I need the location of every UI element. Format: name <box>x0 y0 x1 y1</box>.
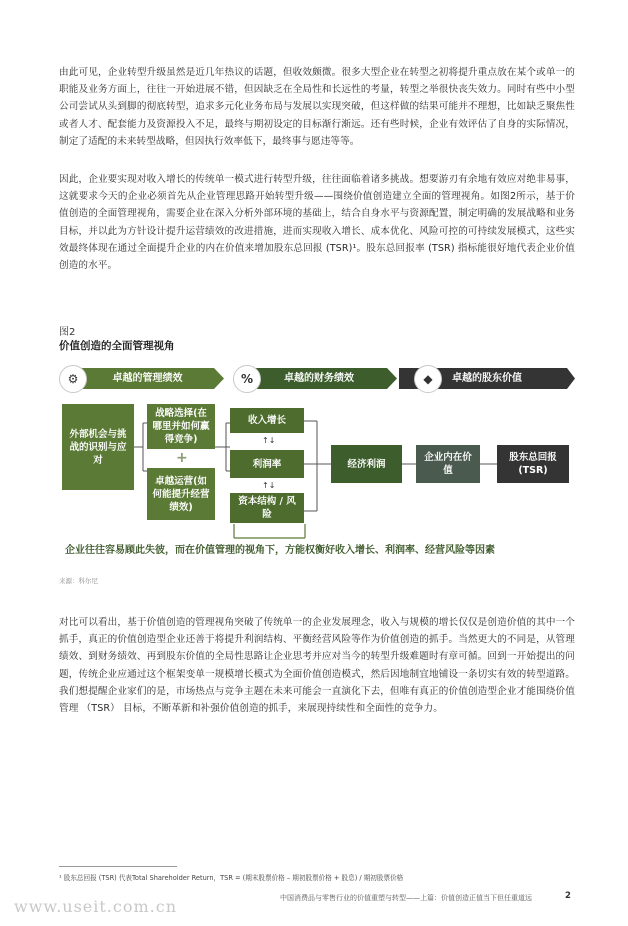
box-profit-margin: 利润率 <box>230 450 304 478</box>
header-management-label: 卓越的管理绩效 <box>112 373 183 384</box>
percent-icon: % <box>233 365 261 393</box>
box-strategy-choice: 战略选择(在哪里并如何赢得竞争) <box>147 404 215 449</box>
body-paragraph-2: 因此，企业要实现对收入增长的传统单一模式进行转型升级，往往面临着诸多挑战。想要游刃有余地有效应对绝非易事，这就要求今天的企业必须首先从企业管理思路开始转型升级——围绕价值创造建立全面的管理视角。如图2所示，基于价值创造的全面管理视角，需要企业在深入分析外部环境的基础上，结合自身水平与资源配置，制定明确的发展战略和业务目标，并以此为方针设计提升运营绩效的改进措施，进而实现收入增长、成本优化、风险可控的可持续发展模式，这些实效最终体现在通过全面提升企业的内在价值来增加股东总回报 (TSR)¹。股东总回报率 (TSR) 指标能很好地代表企业价值创造的水平。 <box>59 174 575 272</box>
footnote-divider <box>59 866 177 867</box>
header-shareholder-label: 卓越的股东价值 <box>452 373 522 384</box>
box-capital-structure-risk: 资本结构 / 风险 <box>230 493 304 523</box>
diagram-bottom-note: 企业往往容易顾此失彼，而在价值管理的视角下，方能权衡好收入增长、利润率、经营风险等因素 <box>65 545 495 556</box>
plus-icon: + <box>176 450 188 466</box>
box-economic-profit: 经济利润 <box>331 445 402 483</box>
watermark: www.useit.com.cn <box>14 897 178 916</box>
footnote: ¹ 股东总回报 (TSR) 代表Total Shareholder Return，TSR = (期末股票价格 – 期初股票价格 + 股息) / 期初股票价格 <box>59 874 404 882</box>
gears-icon: ⚙ <box>59 365 87 393</box>
updown-arrow-icon: ↑↓ <box>262 436 276 445</box>
figure-source: 来源：科尔尼 <box>59 577 98 585</box>
updown-arrow-icon: ↑↓ <box>262 481 276 490</box>
header-financial <box>241 368 397 389</box>
box-operational-excellence: 卓越运营(如何能提升经营绩效) <box>147 468 215 520</box>
page-number: 2 <box>565 891 571 901</box>
diamond-icon: ◆ <box>414 365 442 393</box>
header-financial-label: 卓越的财务绩效 <box>284 373 354 384</box>
value-creation-diagram <box>59 368 575 570</box>
box-external-opportunities: 外部机会与挑战的识别与应对 <box>62 404 134 490</box>
body-paragraph-3: 对比可以看出，基于价值创造的管理视角突破了传统单一的企业发展理念，收入与规模的增长仅仅是创造价值的其中一个抓手，真正的价值创造型企业还善于将提升利润结构、平衡经营风险等作为价值创造的抓手。当然更大的不同是，从管理绩效、到财务绩效、再到股东价值的全局性思路让企业思考并应对当今的转型升级难题时有章可循。回到一开始提出的问题，传统企业应通过这个框架变单一规模增长模式为全面价值创造模式，然后因地制宜地铺设一条切实有效的转型道路。我们想提醒企业家们的是，市场热点与竞争主题在未来可能会一直演化下去，但唯有真正的价值创造型企业才能围绕价值管理 （TSR） 目标，不断革新和补强价值创造的抓手，来展现持续性和全面性的竞争力。 <box>59 617 575 715</box>
header-management <box>71 368 224 389</box>
box-tsr: 股东总回报 (TSR) <box>497 445 569 483</box>
box-intrinsic-value: 企业内在价值 <box>416 445 480 483</box>
box-revenue-growth: 收入增长 <box>230 408 304 433</box>
page-footer: 中国消费品与零售行业的价值重塑与转型——上篇：价值创造正值当下但任重道远 <box>280 894 532 902</box>
figure-label: 图2 <box>59 327 76 338</box>
body-paragraph-1: 由此可见，企业转型升级虽然是近几年热议的话题，但收效颇微。很多大型企业在转型之初将提升重点放在某个或单一的职能及业务方面上，往往一开始进展不错，但因缺乏在全局性和长远性的考量，转型之举很快丧失效力。同时有些中小型公司尝试从头到脚的彻底转型，追求多元化业务布局与发展以实现突破，但这样做的结果可能并不理想，比如缺乏聚焦性或者人才、配套能力及资源投入不足，最终与期初设定的目标渐行渐远。还有些时候，企业有效评估了自身的实际情况，制定了适配的未来转型战略，但因执行效率低下，最终事与愿违等等。 <box>59 67 575 147</box>
figure-title: 价值创造的全面管理视角 <box>59 340 175 352</box>
